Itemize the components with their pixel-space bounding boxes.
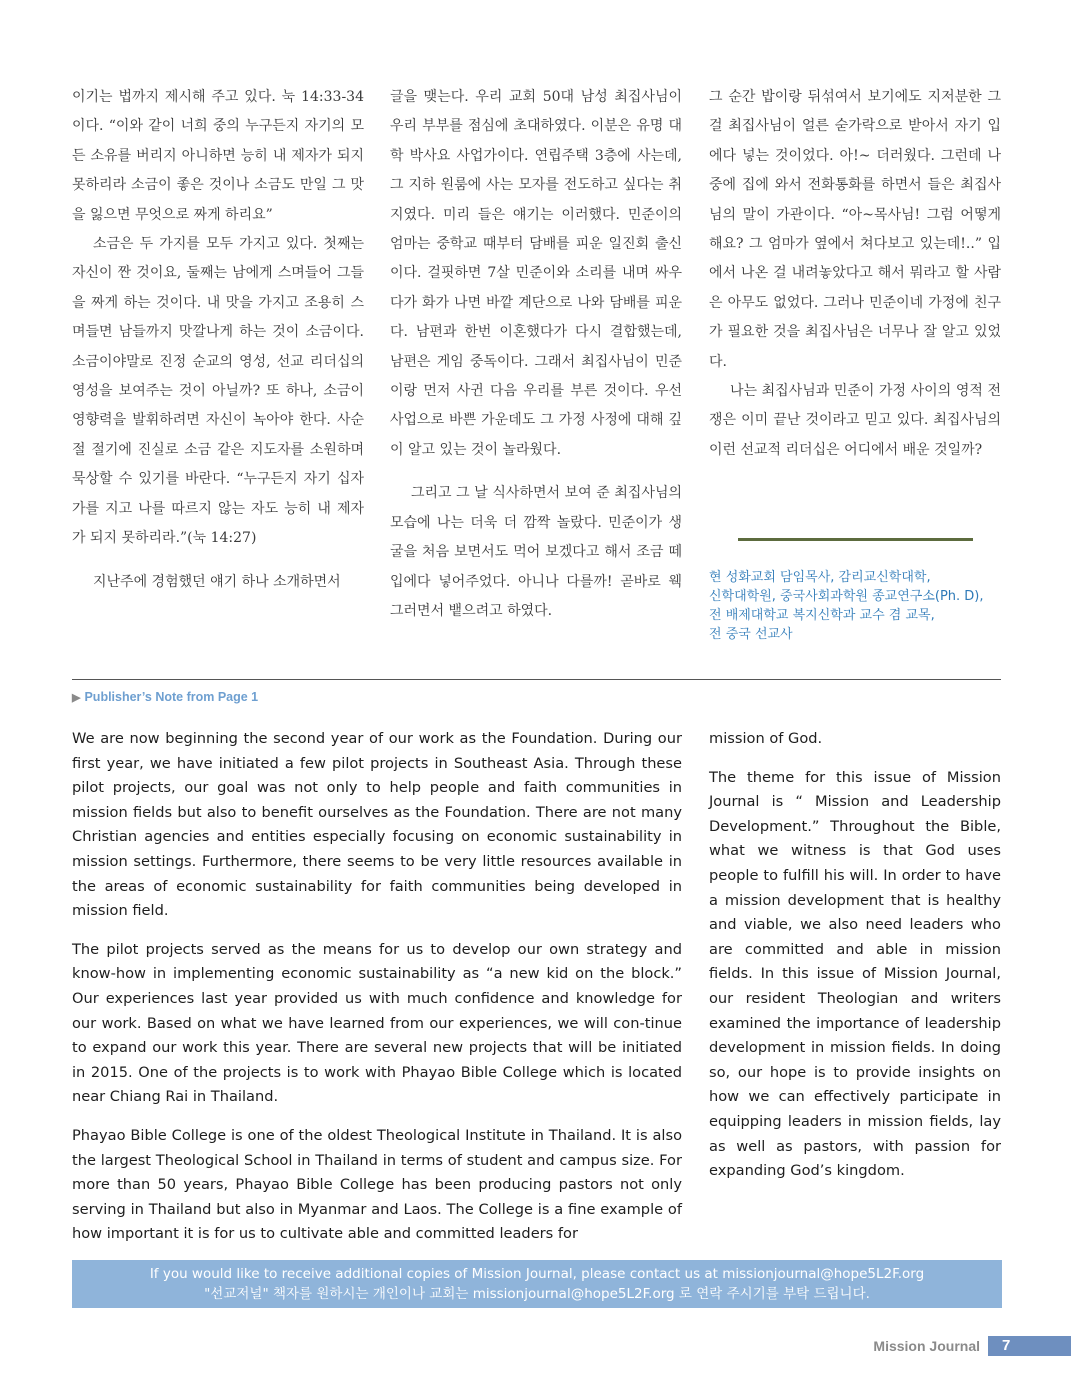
- page-number: 7: [988, 1336, 1071, 1356]
- korean-paragraph: 이기는 법까지 제시해 주고 있다. 눅 14:33-34이다. “이와 같이 너희 중의 누구든지 자기의 모든 소유를 버리지 아니하면 능히 내 제자가 되지 못하리라 소금이 좋은 것이나 소금도 만일 그 맛을 잃으면 무엇으로 짜게 하리요”: [72, 89, 364, 223]
- english-paragraph: We are now beginning the second year of our work as the Foundation. During our first year, we have initiated a few pilot projects in Southeast Asia. Through these pilot projects, our goal was not only to help people and faith communities in mission fields but also to benefit ourselves as the Foundation. There are not many Christian agencies and entities especially focusing on economic sustainability in mission settings. Furthermore, there seems to be very little resources available in the areas of economic sustainability for faith communities being developed in mission field.: [72, 730, 682, 920]
- contact-line-english: If you would like to receive additional copies of Mission Journal, please contact us at missionjournal@hope5L2F.org: [149, 1266, 925, 1282]
- author-bio: [709, 568, 1009, 644]
- page-footer: [873, 1336, 1071, 1356]
- contact-line-korean: "선교저널" 책자를 원하시는 개인이나 교회는 missionjournal@hope5L2F.org 로 연락 주시기를 부탁 드립니다.: [204, 1286, 870, 1302]
- section-divider: [72, 679, 1001, 680]
- korean-paragraph: 그 순간 밥이랑 뒤섞여서 보기에도 지저분한 그걸 최집사님이 얼른 숟가락으로 받아서 자기 입에다 넣는 것이었다. 아!~ 더러웠다. 그런데 나중에 집에 와서 전화통화를 하면서 들은 최집사님의 말이 가관이다. “아~목사님! 그럼 어떻게 해요? 그 엄마가 옆에서 쳐다보고 있는데!..” 입에서 나온 걸 내려놓았다고 해서 뭐라고 할 사람은 아무도 없었다. 그러나 민준이네 가정에 친구가 필요한 것을 최집사님은 너무나 잘 알고 있었다.: [709, 89, 1001, 370]
- author-bio-line: 현 성화교회 담임목사, 감리교신학대학,: [709, 570, 931, 585]
- korean-column-3: [709, 83, 1001, 465]
- author-bio-line: 신학대학원, 중국사회과학원 종교연구소(Ph. D),: [709, 589, 984, 604]
- english-column-1: [72, 727, 682, 1261]
- triangle-right-icon: ▶: [72, 692, 81, 704]
- korean-column-1: [72, 83, 364, 597]
- korean-paragraph: 소금은 두 가지를 모두 가지고 있다. 첫째는 자신이 짠 것이요, 둘째는 남에게 스며들어 그들을 짜게 하는 것이다. 내 맛을 가지고 조용히 스며들면 남들까지 맛깔나게 하는 것이 소금이다. 소금이야말로 진정 순교의 영성, 선교 리더십의 영성을 보여주는 것이 아닐까? 또 하나, 소금이 영향력을 발휘하려면 자신이 녹아야 한다. 사순절 절기에 진실로 소금 같은 지도자를 소원하며 묵상할 수 있기를 바란다. “누구든지 자기 십자가를 지고 나를 따르지 않는 자도 능히 내 제자가 되지 못하리라.”(눅 14:27): [72, 236, 364, 547]
- publisher-note-heading: [72, 690, 258, 704]
- author-bio-line: 전 중국 선교사: [709, 627, 793, 642]
- author-bio-line: 전 배제대학교 복지신학과 교수 겸 교목,: [709, 608, 935, 623]
- contact-banner: [72, 1260, 1002, 1308]
- english-paragraph: The pilot projects served as the means for us to develop our own strategy and know-how in implementing economic sustainability as “a new kid on the block.” Our experiences last year provided us with much confidence and knowledge for our work. Based on what we have learned from our experiences, we will con-tinue to expand our work this year. There are several new projects that will be initiated in 2015. One of the projects is to work with Phayao Bible College which is located near Chiang Rai in Thailand.: [72, 940, 682, 1106]
- korean-paragraph: 글을 맺는다. 우리 교회 50대 남성 최집사님이 우리 부부를 점심에 초대하였다. 이분은 유명 대학 박사요 사업가이다. 연립주택 3층에 사는데, 그 지하 원룸에 사는 모자를 전도하고 싶다는 취지였다. 미리 들은 얘기는 이러했다. 민준이의 엄마는 중학교 때부터 담배를 피운 일진회 출신이다. 걸핏하면 7살 민준이와 소리를 내며 싸우다가 화가 나면 바깥 계단으로 나와 담배를 피운다. 남편과 한번 이혼했다가 다시 결합했는데, 남편은 게임 중독이다. 그래서 최집사님이 민준이랑 먼저 사귄 다음 우리를 부른 것이다. 우선 사업으로 바쁜 가운데도 그 가정 사정에 대해 깊이 알고 있는 것이 놀라웠다.: [390, 89, 682, 458]
- author-divider: [738, 538, 973, 541]
- korean-paragraph: 나는 최집사님과 민준이 가정 사이의 영적 전쟁은 이미 끝난 것이라고 믿고 있다. 최집사님의 이런 선교적 리더십은 어디에서 배운 것일까?: [709, 383, 1001, 458]
- publisher-note-label: Publisher’s Note from Page 1: [84, 690, 259, 704]
- korean-column-2: [390, 83, 682, 626]
- english-paragraph: mission of God.: [709, 730, 823, 747]
- journal-title: Mission Journal: [873, 1338, 980, 1354]
- english-paragraph: The theme for this issue of Mission Journal is “ Mission and Leadership Development.” Throughout the Bible, what we witness is that God uses people to fulfill his will. In order to have a mission development that is healthy and viable, we also need leaders who are committed and able in mission fields. In this issue of Mission Journal, our resident Theologian and writers examined the importance of leadership development in mission fields. In doing so, our hope is to provide insights on how we can effectively participate in equipping leaders in mission fields, lay as well as pastors, with passion for expanding God’s kingdom.: [709, 768, 1001, 1180]
- english-paragraph: Phayao Bible College is one of the oldest Theological Institute in Thailand. It is also the largest Theological School in Thailand in terms of student and campus size. For more than 50 years, Phayao Bible College has been producing pastors not only serving in Thailand but also in Myanmar and Laos. The College is a fine example of how important it is for us to cultivate able and committed leaders for: [72, 1126, 682, 1243]
- korean-paragraph: 그리고 그 날 식사하면서 보여 준 최집사님의 모습에 나는 더욱 더 깜짝 놀랐다. 민준이가 생굴을 처음 보면서도 먹어 보겠다고 해서 조금 떼 입에다 넣어주었다. 아니나 다를까! 곧바로 웩 그러면서 뱉으려고 하였다.: [390, 485, 682, 619]
- english-column-2: [709, 727, 1001, 1198]
- korean-paragraph: 지난주에 경험했던 얘기 하나 소개하면서: [93, 573, 341, 590]
